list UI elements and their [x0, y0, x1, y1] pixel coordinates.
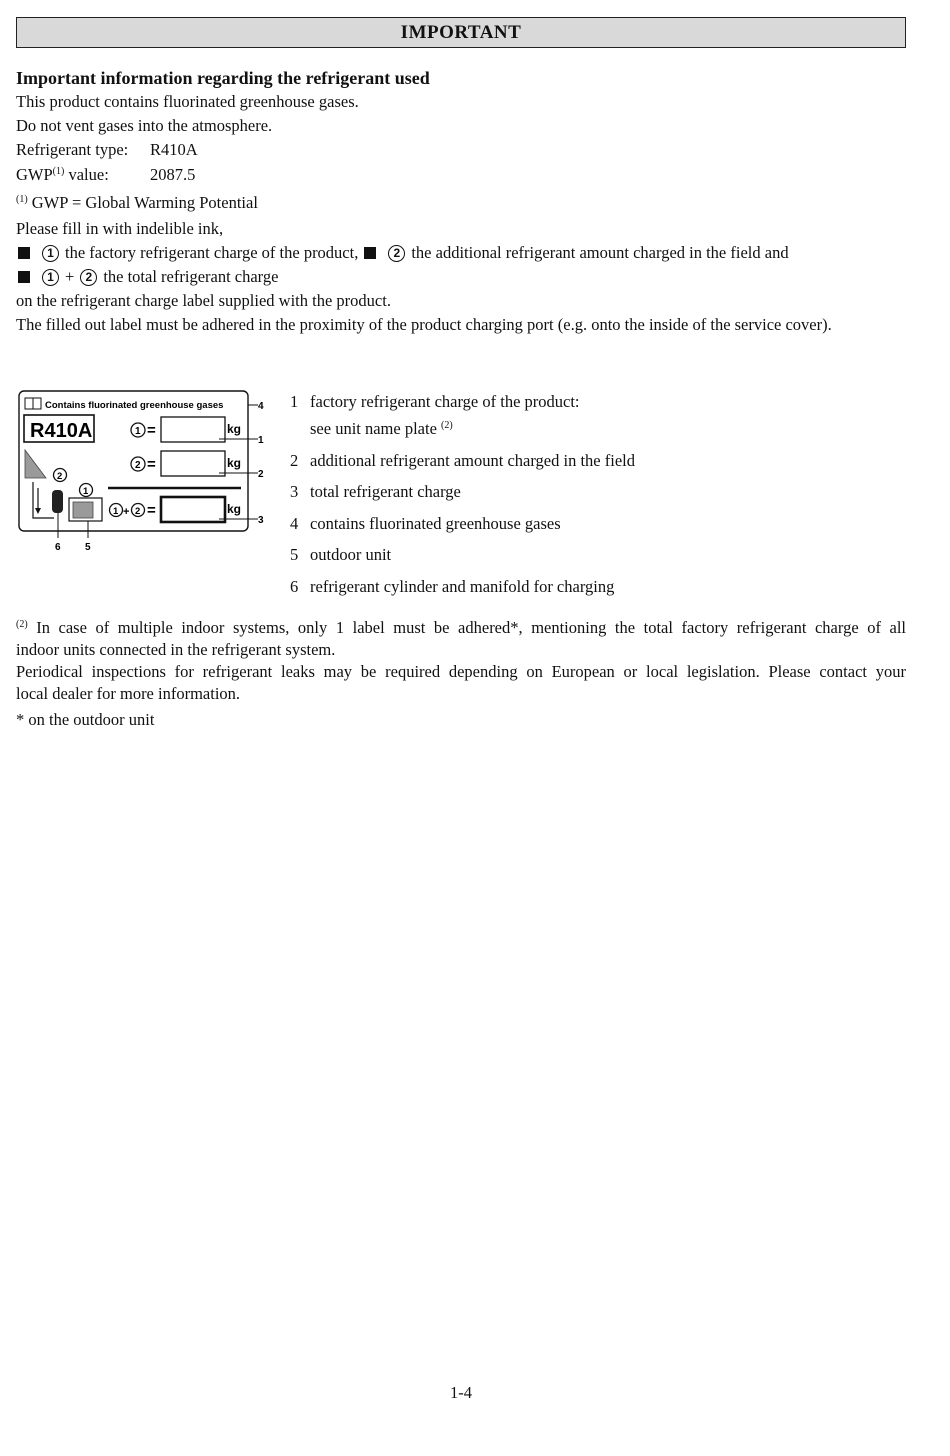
refrigerant-type-value: R410A [150, 140, 198, 159]
page-number: 1-4 [450, 1383, 472, 1402]
callout-3: 3 [258, 515, 264, 526]
bullet-item: 2 the additional refrigerant amount charged in the field and [362, 241, 788, 265]
bullet-item: 1 the factory refrigerant charge of the product, [16, 241, 358, 265]
refrigerant-type-label: Refrigerant type: [16, 140, 129, 159]
circled-number-icon: 2 [80, 269, 97, 286]
legend-item: 1 factory refrigerant charge of the product: see unit name plate $^{(2)}$ [290, 392, 580, 438]
gwp-label: GWP$^{(1)}$ value: [16, 165, 109, 184]
callout-4: 4 [258, 401, 264, 412]
svg-text:2: 2 [57, 471, 63, 482]
footnotes [16, 614, 906, 731]
refrigerant-label-figure [16, 390, 286, 560]
figure-legend [290, 390, 635, 607]
gwp-note: $^{(1)}$ GWP = Global Warming Potential [16, 193, 258, 212]
footnote-2-line2: indoor units connected in the refrigerant system. [16, 640, 336, 659]
unit-kg: kg [227, 456, 242, 470]
legend-item: 6 refrigerant cylinder and manifold for charging [290, 576, 615, 596]
asterisk-note: * on the outdoor unit [16, 710, 155, 729]
refrigerant-type-row [16, 138, 906, 162]
square-bullet-icon [18, 247, 30, 259]
legend-item: 5 outdoor unit [290, 545, 392, 565]
svg-text:1: 1 [83, 486, 89, 497]
svg-text:+: + [123, 506, 130, 518]
section-heading: Important information regarding the refrigerant used [16, 68, 430, 88]
bullet-item: 1 + 2 the total refrigerant charge [16, 265, 278, 289]
page [16, 17, 906, 729]
circled-number-icon: 2 [388, 245, 405, 262]
svg-text:1: 1 [135, 426, 141, 437]
inspection-line2: local dealer for more information. [16, 684, 241, 703]
text-line: This product contains fluorinated greenhouse gases. [16, 92, 359, 111]
footnote-2-line1: $^{(2)}$ In case of multiple indoor systems, only 1 label must be adhered*, mentioning the total factory refrigerant charge of all [16, 618, 906, 637]
callout-5: 5 [85, 542, 91, 553]
square-bullet-icon [18, 271, 30, 283]
legend-item: 2 additional refrigerant amount charged in the field [290, 450, 635, 470]
text-line: Do not vent gases into the atmosphere. [16, 116, 273, 135]
circled-number-icon: 1 [42, 245, 59, 262]
legend-item: 4 contains fluorinated greenhouse gases [290, 513, 561, 533]
callout-1: 1 [258, 435, 264, 446]
label-caption: Contains fluorinated greenhouse gases [45, 400, 224, 411]
svg-text:1: 1 [113, 506, 119, 517]
refrigerant-cylinder-icon [52, 490, 63, 513]
callout-2: 2 [258, 469, 264, 480]
text-line: on the refrigerant charge label supplied with the product. [16, 291, 391, 310]
unit-kg: kg [227, 422, 242, 436]
fill-intro: Please fill in with indelible ink, [16, 219, 224, 238]
charge-field-1 [161, 417, 225, 442]
inspection-line1: Periodical inspections for refrigerant leaks may be required depending on European or local legislation. Please contact your [16, 662, 906, 681]
circled-number-icon: 1 [42, 269, 59, 286]
svg-text:=: = [147, 502, 156, 519]
unit-kg: kg [227, 502, 242, 516]
svg-text:2: 2 [135, 460, 141, 471]
gwp-value: 2087.5 [150, 165, 196, 184]
charge-field-2 [161, 451, 225, 476]
legend-item: 3 total refrigerant charge [290, 482, 461, 502]
svg-text:=: = [147, 422, 156, 439]
refrigerant-name: R410A [30, 420, 93, 442]
square-bullet-icon [364, 247, 376, 259]
text-line: The filled out label must be adhered in the proximity of the product charging port (e.g. onto the inside of the service cover). [16, 315, 832, 334]
gwp-row [16, 162, 906, 185]
outdoor-unit-icon [73, 502, 93, 518]
charge-field-total [161, 497, 225, 522]
callout-6: 6 [55, 542, 61, 553]
svg-text:=: = [147, 456, 156, 473]
svg-text:2: 2 [135, 506, 141, 517]
important-header: IMPORTANT [16, 17, 906, 48]
